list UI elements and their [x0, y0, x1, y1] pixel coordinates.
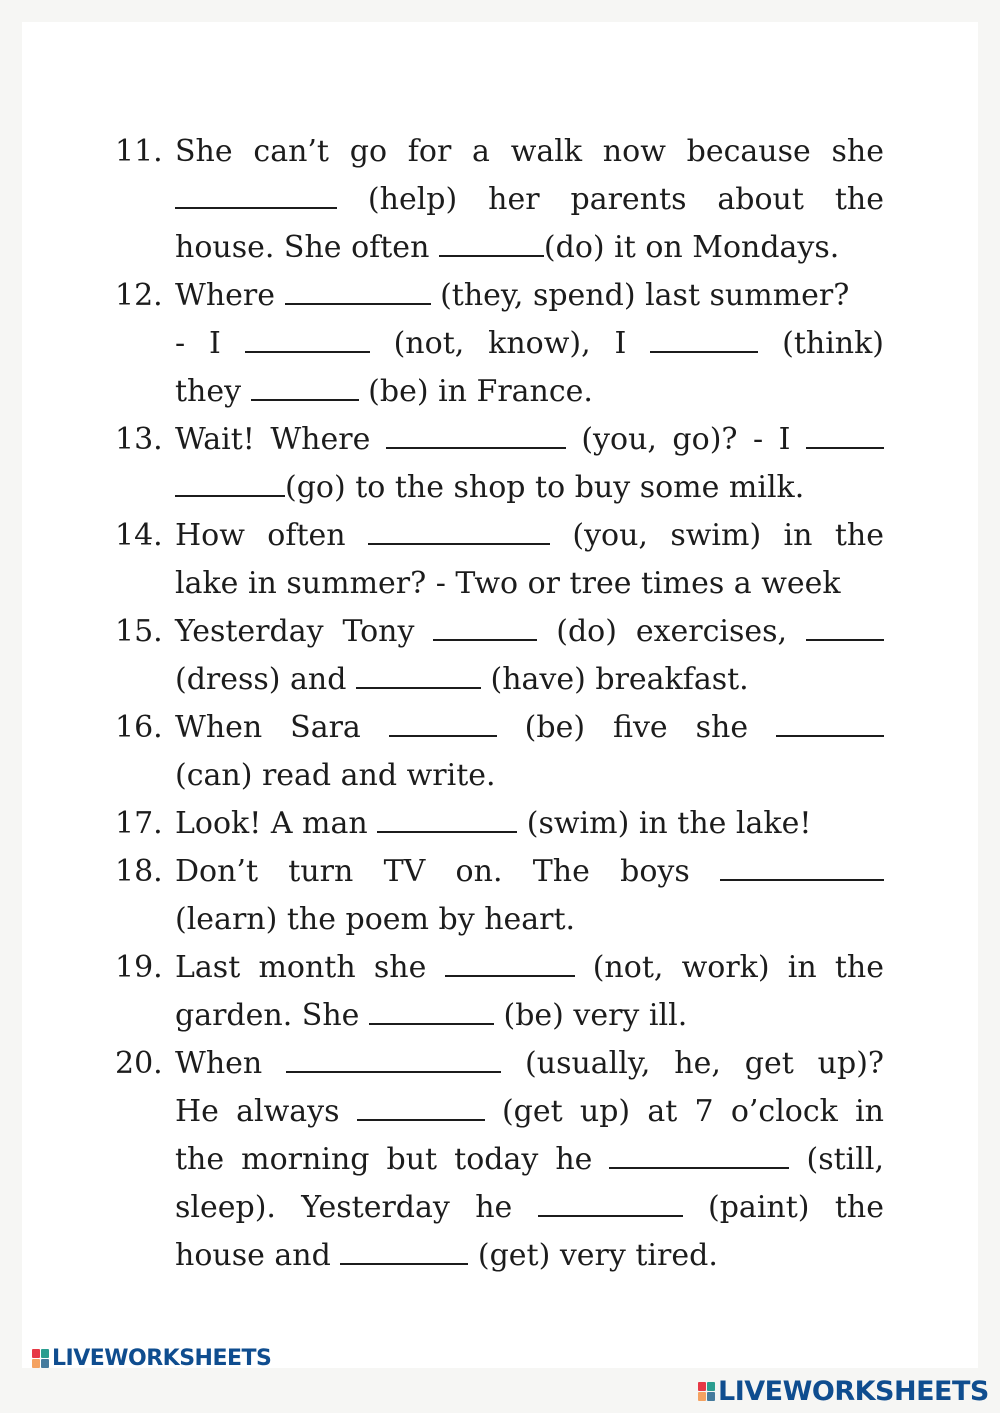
- exercise-text: [175, 608, 884, 656]
- exercise-line: [115, 1088, 884, 1136]
- exercise-line: [115, 704, 884, 752]
- answer-blank[interactable]: [439, 254, 544, 257]
- text-segment: (not, know), I: [369, 326, 651, 361]
- exercise-text: [175, 176, 884, 224]
- answer-blank[interactable]: [175, 206, 337, 209]
- exercise-text: [175, 848, 884, 896]
- answer-blank[interactable]: [356, 686, 481, 689]
- text-segment: Look! A man: [175, 806, 378, 841]
- exercise-text: [175, 464, 884, 512]
- exercise-text: [175, 752, 884, 800]
- answer-blank[interactable]: [776, 734, 884, 737]
- exercise-number: 13.: [115, 422, 163, 457]
- text-segment: sleep). Yesterday he: [175, 1190, 538, 1225]
- text-segment: Yesterday Tony: [175, 614, 434, 649]
- exercise-line: [115, 608, 884, 656]
- answer-blank[interactable]: [806, 446, 884, 449]
- answer-blank[interactable]: [538, 1214, 683, 1217]
- exercise-item: [115, 608, 884, 704]
- answer-blank[interactable]: [245, 350, 370, 353]
- exercise-line: [115, 560, 884, 608]
- text-segment: house and: [175, 1238, 341, 1273]
- text-segment: (you, swim) in the: [549, 518, 884, 553]
- answer-blank[interactable]: [377, 830, 517, 833]
- exercise-item: [115, 128, 884, 272]
- text-segment: Last month she: [175, 950, 445, 985]
- exercise-item: [115, 512, 884, 608]
- answer-blank[interactable]: [609, 1166, 789, 1169]
- logo-small-text: LIVEWORKSHEETS: [52, 1346, 272, 1371]
- text-segment: When Sara: [175, 710, 389, 745]
- text-segment: (you, go)? - I: [565, 422, 806, 457]
- text-segment: (usually, he, get up)?: [501, 1046, 884, 1081]
- exercise-number: 11.: [115, 134, 163, 169]
- exercise-line: [115, 752, 884, 800]
- exercise-text: [175, 656, 884, 704]
- exercise-text: [175, 368, 884, 416]
- exercise-number: 17.: [115, 806, 163, 841]
- exercise-number: 12.: [115, 278, 163, 313]
- text-segment: (do) it on Mondays.: [543, 230, 840, 265]
- exercise-number: 14.: [115, 518, 163, 553]
- text-segment: (can) read and write.: [175, 758, 496, 793]
- exercise-line: [115, 800, 884, 848]
- exercise-text: [175, 320, 884, 368]
- exercise-line: [115, 992, 884, 1040]
- exercise-item: [115, 944, 884, 1040]
- text-segment: (still,: [789, 1142, 884, 1177]
- text-segment: (think): [758, 326, 885, 361]
- exercise-number: 16.: [115, 710, 163, 745]
- exercise-line: [115, 224, 884, 272]
- exercise-line: [115, 272, 884, 320]
- text-segment: (go) to the shop to buy some milk.: [285, 470, 805, 505]
- exercise-line: [115, 1232, 884, 1280]
- text-segment: (learn) the poem by heart.: [175, 902, 576, 937]
- text-segment: When: [175, 1046, 287, 1081]
- exercise-line: [115, 848, 884, 896]
- text-segment: Where: [175, 278, 285, 313]
- answer-blank[interactable]: [650, 350, 758, 353]
- liveworksheets-logo-small: [32, 1346, 271, 1371]
- text-segment: (not, work) in the: [574, 950, 884, 985]
- answer-blank[interactable]: [720, 878, 884, 881]
- answer-blank[interactable]: [175, 494, 285, 497]
- answer-blank[interactable]: [251, 398, 359, 401]
- answer-blank[interactable]: [285, 302, 431, 305]
- exercise-text: [175, 1088, 884, 1136]
- liveworksheets-mark-icon: [698, 1382, 715, 1401]
- exercise-text: [175, 272, 884, 320]
- text-segment: Wait! Where: [175, 422, 386, 457]
- text-segment: (get up) at 7 o’clock in: [484, 1094, 884, 1129]
- text-segment: He always: [175, 1094, 357, 1129]
- liveworksheets-mark-icon: [32, 1349, 49, 1368]
- exercise-line: [115, 512, 884, 560]
- exercise-number: 20.: [115, 1046, 163, 1081]
- exercise-line: [115, 368, 884, 416]
- liveworksheets-logo-large: [698, 1376, 989, 1407]
- exercise-text: [175, 800, 884, 848]
- text-segment: (do) exercises,: [537, 614, 806, 649]
- logo-large-text: LIVEWORKSHEETS: [718, 1376, 989, 1407]
- exercise-line: [115, 1136, 884, 1184]
- text-segment: (they, spend) last summer?: [430, 278, 850, 313]
- text-segment: (paint) the: [682, 1190, 884, 1225]
- exercise-line: [115, 656, 884, 704]
- text-segment: lake in summer? - Two or tree times a week: [175, 566, 841, 601]
- answer-blank[interactable]: [386, 446, 566, 449]
- exercise-item: [115, 800, 884, 848]
- exercise-text: [175, 992, 884, 1040]
- exercise-text: [175, 224, 884, 272]
- exercise-number: 19.: [115, 950, 163, 985]
- exercise-text: [175, 416, 884, 464]
- exercise-line: [115, 896, 884, 944]
- answer-blank[interactable]: [433, 638, 537, 641]
- text-segment: (get) very tired.: [468, 1238, 718, 1273]
- exercise-text: [175, 1232, 884, 1280]
- exercise-item: [115, 272, 884, 416]
- text-segment: - I: [175, 326, 245, 361]
- text-segment: She can’t go for a walk now because she: [175, 134, 884, 169]
- text-segment: (dress) and: [175, 662, 356, 697]
- text-segment: (be) five she: [496, 710, 776, 745]
- text-segment: house. She often: [175, 230, 439, 265]
- answer-blank[interactable]: [369, 1022, 494, 1025]
- exercise-text: [175, 704, 884, 752]
- exercise-line: [115, 944, 884, 992]
- exercise-item: [115, 848, 884, 944]
- text-segment: (help) her parents about the: [337, 182, 884, 217]
- exercise-text: [175, 1136, 884, 1184]
- text-segment: How often: [175, 518, 368, 553]
- exercise-number: 15.: [115, 614, 163, 649]
- text-segment: they: [175, 374, 251, 409]
- exercise-item: [115, 1040, 884, 1280]
- answer-blank[interactable]: [340, 1262, 468, 1265]
- answer-blank[interactable]: [389, 734, 497, 737]
- exercise-number: 18.: [115, 854, 163, 889]
- answer-blank[interactable]: [806, 638, 884, 641]
- exercise-text: [175, 128, 884, 176]
- answer-blank[interactable]: [286, 1070, 501, 1073]
- exercise-text: [175, 896, 884, 944]
- answer-blank[interactable]: [368, 542, 550, 545]
- answer-blank[interactable]: [445, 974, 575, 977]
- exercise-line: [115, 176, 884, 224]
- exercise-text: [175, 512, 884, 560]
- exercise-line: [115, 320, 884, 368]
- exercise-item: [115, 704, 884, 800]
- exercise-line: [115, 128, 884, 176]
- text-segment: garden. She: [175, 998, 369, 1033]
- text-segment: Don’t turn TV on. The boys: [175, 854, 720, 889]
- exercise-text: [175, 1184, 884, 1232]
- text-segment: (have) breakfast.: [480, 662, 749, 697]
- text-segment: the morning but today he: [175, 1142, 610, 1177]
- text-segment: (be) very ill.: [493, 998, 688, 1033]
- exercise-item: [115, 416, 884, 512]
- exercise-text: [175, 944, 884, 992]
- exercise-line: [115, 464, 884, 512]
- exercise-line: [115, 1040, 884, 1088]
- text-segment: (be) in France.: [358, 374, 593, 409]
- exercise-line: [115, 416, 884, 464]
- exercise-line: [115, 1184, 884, 1232]
- exercise-text: [175, 1040, 884, 1088]
- exercise-text: [175, 560, 884, 608]
- answer-blank[interactable]: [357, 1118, 485, 1121]
- text-segment: (swim) in the lake!: [517, 806, 812, 841]
